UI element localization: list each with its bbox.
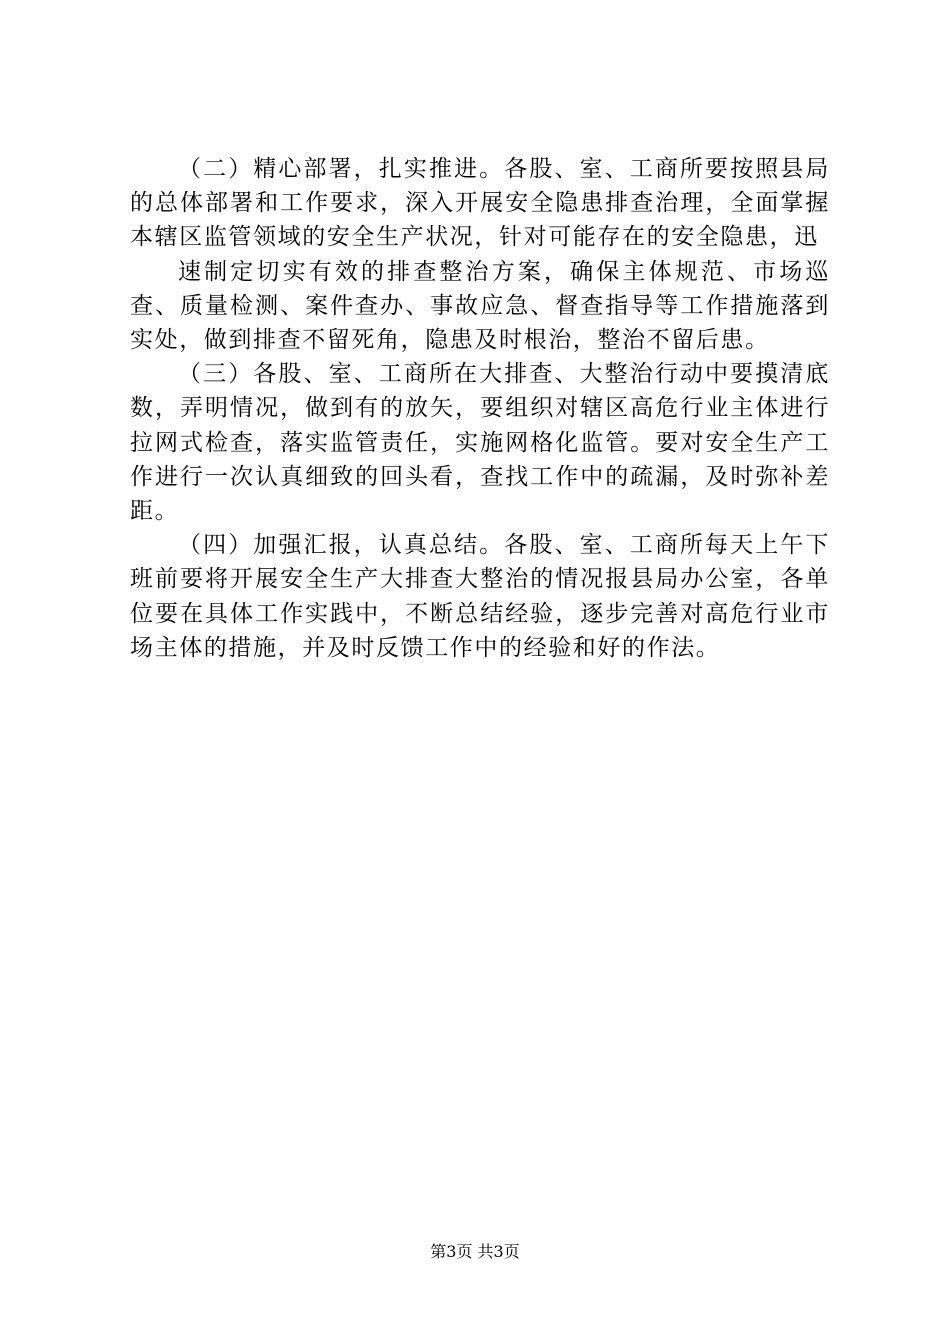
paragraph-2-continued: 速制定切实有效的排查整治方案，确保主体规范、市场巡查、质量检测、案件查办、事故应急、督查指导等工作措施落到实处，做到排查不留死角，隐患及时根治，整治不留后患。 — [130, 258, 830, 354]
page-number-label: 第3页 共3页 — [430, 1242, 520, 1261]
paragraph-3: （三）各股、室、工商所在大排查、大整治行动中要摸清底数，弄明情况，做到有的放矢，要组织对辖区高危行业主体进行拉网式检查，落实监管责任，实施网格化监管。要对安全生产工作进行一次认真细致的回头看，查找工作中的疏漏，及时弥补差距。 — [130, 361, 830, 525]
document-body — [130, 152, 830, 665]
paragraph-4: （四）加强汇报，认真总结。各股、室、工商所每天上午下班前要将开展安全生产大排查大整治的情况报县局办公室，各单位要在具体工作实践中，不断总结经验，逐步完善对高危行业市场主体的措施，并及时反馈工作中的经验和好的作法。 — [130, 532, 830, 661]
paragraph-2: （二）精心部署，扎实推进。各股、室、工商所要按照县局的总体部署和工作要求，深入开展安全隐患排查治理，全面掌握本辖区监管领域的安全生产状况，针对可能存在的安全隐患，迅 — [130, 156, 830, 251]
page-footer — [0, 1242, 950, 1262]
